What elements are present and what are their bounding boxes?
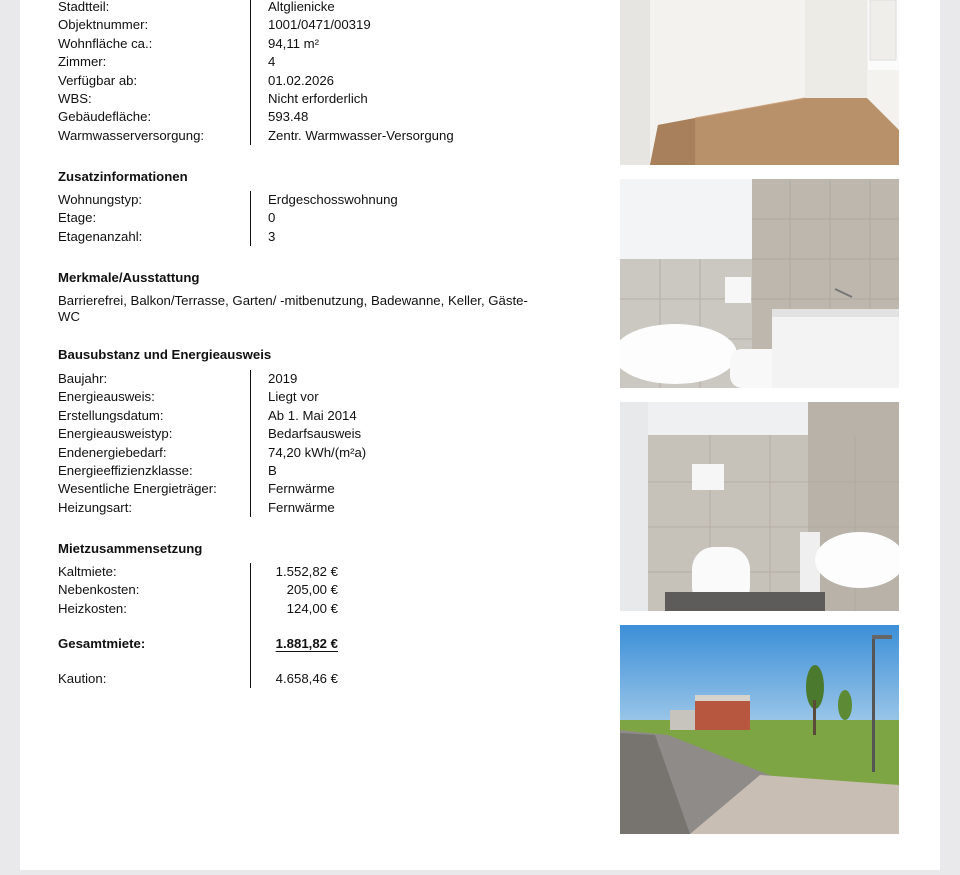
label: Gebäudefläche: — [58, 109, 152, 125]
value: Fernwärme — [268, 499, 335, 515]
label: Kaution: — [58, 670, 107, 686]
label: Wesentliche Energieträger: — [58, 481, 217, 497]
features-text: Barrierefrei, Balkon/Terrasse, Garten/ -mitbenutzung, Badewanne, Keller, Gäste-WC — [58, 293, 528, 324]
label: Objektnummer: — [58, 17, 149, 33]
value: Nicht erforderlich — [268, 90, 368, 106]
detail-row — [58, 388, 578, 406]
detail-row — [58, 499, 578, 517]
value: Erdgeschosswohnung — [268, 192, 398, 207]
rent-details — [58, 563, 578, 688]
label: Verfügbar ab: — [58, 72, 138, 88]
label: Baujahr: — [58, 371, 108, 386]
detail-row — [58, 370, 578, 388]
total-value: 1.881,82 € — [275, 636, 338, 652]
value: Liegt vor — [268, 389, 319, 405]
detail-row — [58, 191, 578, 209]
label: WBS: — [58, 90, 92, 106]
value: 593.48 — [268, 109, 309, 125]
detail-row — [58, 90, 578, 108]
value: 4 — [268, 54, 276, 70]
label: Wohnfläche ca.: — [58, 35, 153, 51]
value: 94,11 m² — [268, 35, 320, 51]
label: Stadtteil: — [58, 0, 110, 14]
value: Zentr. Warmwasser-Versorgung — [268, 127, 454, 143]
detail-row — [58, 108, 578, 126]
value: 3 — [268, 228, 276, 244]
section-title-merkmale: Merkmale/Ausstattung — [58, 270, 200, 285]
detail-row — [58, 16, 578, 34]
label: Gesamtmiete: — [58, 636, 146, 652]
detail-row — [58, 600, 578, 618]
exterior-photo — [620, 625, 899, 834]
label: Heizungsart: — [58, 499, 133, 515]
detail-row — [58, 228, 578, 246]
label: Warmwasserversorgung: — [58, 127, 205, 143]
detail-row — [58, 444, 578, 462]
label: Energieausweistyp: — [58, 426, 173, 442]
value: 1001/0471/00319 — [268, 17, 371, 33]
section-title-miete: Mietzusammensetzung — [58, 541, 203, 556]
label: Kaltmiete: — [58, 564, 117, 579]
label: Etage: — [58, 210, 97, 226]
divider-line — [250, 370, 251, 517]
value: 205,00 € — [286, 582, 338, 598]
label: Erstellungsdatum: — [58, 407, 164, 423]
total-row — [58, 635, 578, 653]
value: 2019 — [268, 371, 298, 386]
value: 1.552,82 € — [275, 564, 338, 579]
section-title-energie: Bausubstanz und Energieausweis — [58, 347, 272, 362]
detail-row — [58, 581, 578, 599]
detail-row — [58, 563, 578, 581]
zusatz-details — [58, 191, 578, 246]
label: Etagenanzahl: — [58, 228, 143, 244]
label: Energieausweis: — [58, 389, 155, 405]
value: B — [268, 462, 277, 478]
value: Fernwärme — [268, 481, 335, 497]
detail-row — [58, 407, 578, 425]
divider-line — [250, 0, 251, 145]
divider-line — [250, 563, 251, 688]
value: 0 — [268, 210, 276, 226]
label: Endenergiebedarf: — [58, 444, 167, 460]
value: 124,00 € — [286, 600, 338, 616]
detail-row — [58, 462, 578, 480]
label: Energieeffizienzklasse: — [58, 462, 193, 478]
section-title-zusatz: Zusatzinformationen — [58, 169, 188, 184]
guest-wc-photo — [620, 402, 899, 611]
label: Zimmer: — [58, 54, 107, 70]
value: 01.02.2026 — [268, 72, 335, 88]
label: Nebenkosten: — [58, 582, 140, 598]
value: 74,20 kWh/(m²a) — [268, 444, 367, 460]
detail-row — [58, 127, 578, 145]
bathroom-photo — [620, 179, 899, 388]
detail-row — [58, 0, 578, 16]
deposit-row — [58, 670, 578, 688]
detail-row — [58, 209, 578, 227]
basic-details — [58, 0, 578, 145]
divider-line — [250, 191, 251, 246]
detail-row — [58, 35, 578, 53]
detail-row — [58, 425, 578, 443]
value: 4.658,46 € — [275, 670, 338, 686]
detail-row — [58, 480, 578, 498]
value: Bedarfsausweis — [268, 426, 362, 442]
energy-details — [58, 370, 578, 517]
room-photo — [620, 0, 899, 165]
label: Heizkosten: — [58, 600, 127, 616]
detail-row — [58, 53, 578, 71]
detail-row — [58, 72, 578, 90]
value: Altglienicke — [268, 0, 335, 14]
label: Wohnungstyp: — [58, 192, 143, 207]
value: Ab 1. Mai 2014 — [268, 407, 357, 423]
